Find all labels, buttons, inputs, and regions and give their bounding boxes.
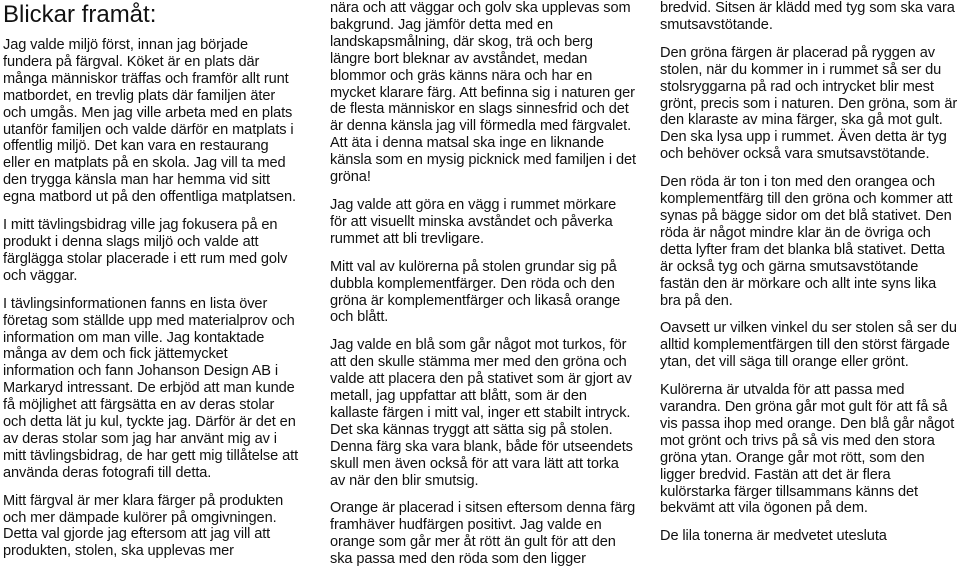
paragraph: Jag valde en blå som går något mot turkos, för att den skulle stämma mer med den gröna och valde att placera den på stativet som är gjort av metall, jag uppfattar att blått, som är den kallaste färgen i mitt val, inger ett stabilt intryck. Det ska kännas tryggt att sätta sig på stolen. Denna färg ska vara blank, både för utseendets skull men även också för att vara lätt att torka av när den blir smutsig. — [330, 337, 633, 489]
paragraph: De lila tonerna är medvetet utesluta — [660, 528, 887, 545]
paragraph: I tävlingsinformationen fanns en lista över företag som ställde upp med materialprov och information om man ville. Jag kontaktade många av dem och fick jättemycket information och fann Johanson Design AB i Markaryd intressant. De erbjöd att man kunde få möjlighet att färgsätta en av deras stolar och detta lät ju kul, tyckte jag. Därför är det en av deras stolar som jag har använt mig av i mitt tävlingsbidrag, de har gett mig tillåtelse att använda deras fotografi till detta. — [3, 295, 299, 481]
paragraph: Den gröna färgen är placerad på ryggen av stolen, när du kommer in i rummet så ser du stolsryggarna på rad och intrycket blir mest grönt, precis som i naturen. Den gröna, som är den klaraste av mina färger, ska gå mot gult. Den ska lysa upp i rummet. Även detta är tyg och behöver också vara smutsavstötande. — [660, 44, 958, 163]
paragraph: bredvid. Sitsen är klädd med tyg som ska vara smutsavstötande. — [660, 0, 955, 33]
paragraph: Kulörerna är utvalda för att passa med varandra. Den gröna går mot gult för att få så vis passa ihop med orange. Den blå går något mot grönt och trivs på så vis med den stora gröna ytan. Orange går mot rött, som den ligger bredvid. Fastän att det är flera kulörstarka färger tillsammans känns det bekvämt att vila ögonen på dem. — [660, 382, 955, 517]
paragraph: Orange är placerad i sitsen eftersom denna färg framhäver hudfärgen positivt. Jag valde en orange som går mer åt rött än gult för att den ska passa med den röda som den ligger — [330, 500, 636, 568]
paragraph: Oavsett ur vilken vinkel du ser stolen så ser du alltid komplementfärgen till den störst färgade ytan, det vill säga till orange eller grönt. — [660, 320, 957, 371]
paragraph: Mitt val av kulörerna på stolen grundar sig på dubbla komplementfärger. Den röda och den gröna är komplementfärger och likaså orange och blått. — [330, 258, 621, 326]
paragraph: Mitt färgval är mer klara färger på produkten och mer dämpade kulörer på omgivningen. Detta val gjorde jag eftersom att jag vill att produkten, stolen, ska upplevas mer — [3, 492, 284, 560]
paragraph: Jag valde miljö först, innan jag började fundera på färgval. Köket är en plats där många människor träffas och framför allt runt matbordet, en trevlig plats där familjen äter och umgås. Men jag ville arbeta med en plats utanför familjen och valde därför en matplats i offentlig miljö. Det kan vara en restaurang eller en matplats på en skola. Jag vill ta med den trygga känsla man har hemma vid sitt egna matbord ut på den offentliga matplatsen. — [3, 37, 296, 206]
column-2 — [330, 0, 636, 568]
paragraph: Den röda är ton i ton med den orangea och komplementfärg till den gröna och kommer att synas på bägge sidor om det blå stativet. Den röda är något mindre klar än de övriga och detta lyfter fram det blanka blå stativet. Detta är också tyg och gärna smutsavstötande fastän den är mörkare och allt inte syns lika bra på den. — [660, 174, 953, 309]
paragraph: Jag valde att göra en vägg i rummet mörkare för att visuellt minska avståndet och påverka rummet att bli trevligare. — [330, 196, 617, 247]
column-1 — [3, 0, 299, 560]
paragraph: nära och att väggar och golv ska upplevas som bakgrund. Jag jämför detta med en landskapsmålning, där skog, trä och berg längre bort bleknar av avståndet, medan blommor och gräs känns nära och har en mycket klarare färg. Att befinna sig i naturen ger de flesta människor en slags sinnesfrid och det är denna känsla jag vill förmedla med färgvalet. Att äta i denna matsal ska inge en liknande känsla som en mysig picknick med familjen i det gröna! — [330, 0, 636, 186]
page-title: Blickar framåt: — [3, 1, 157, 28]
column-3 — [660, 0, 958, 545]
paragraph: I mitt tävlingsbidrag ville jag fokusera på en produkt i denna slags miljö och valde att färglägga stolar placerade i ett rum med golv och väggar. — [3, 217, 288, 284]
